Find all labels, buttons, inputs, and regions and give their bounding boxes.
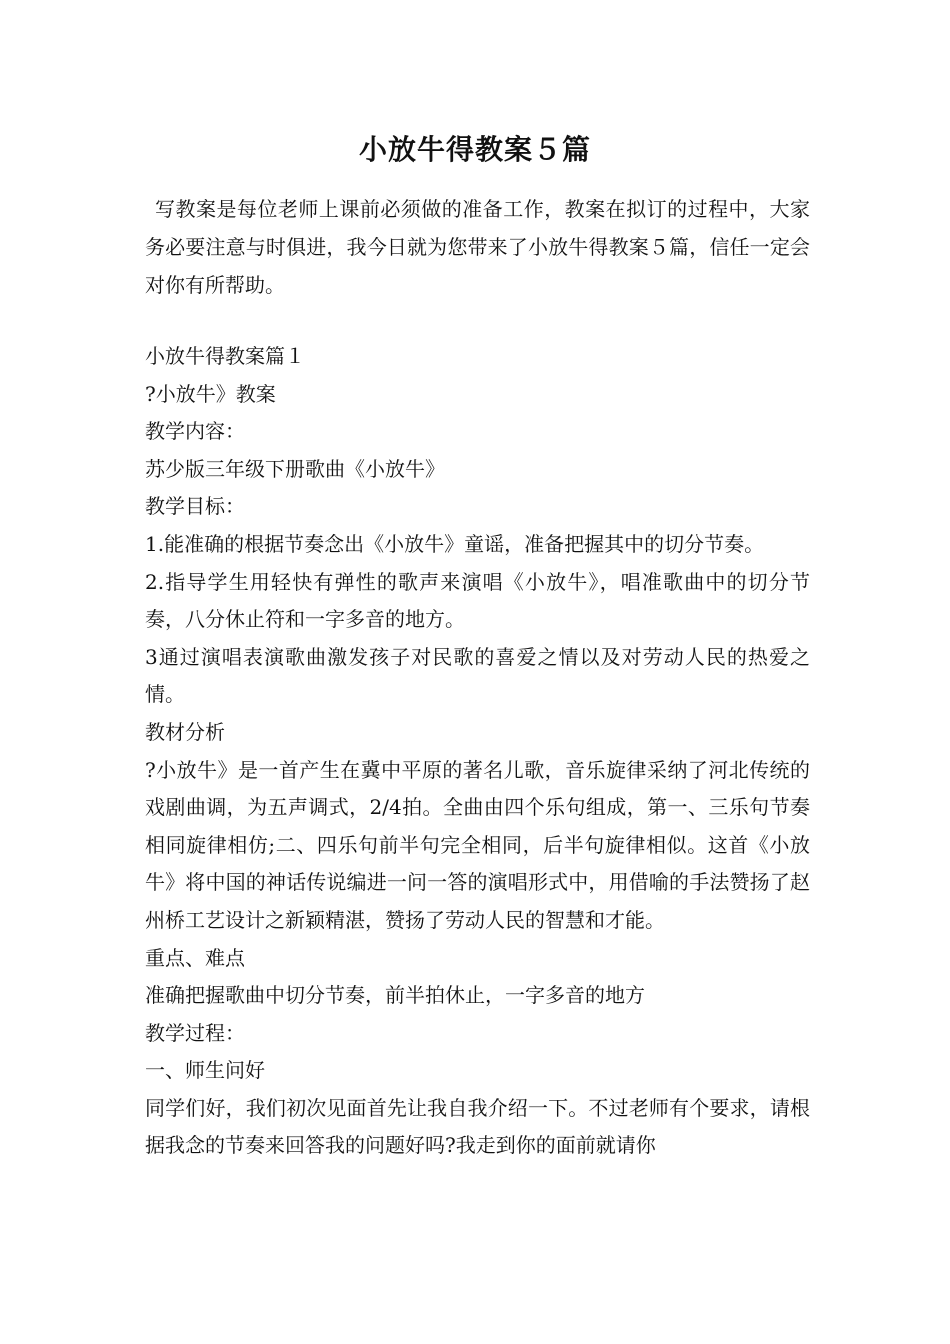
body-paragraph: 教材分析 [145, 719, 225, 744]
body-paragraph: ?小放牛》是一首产生在冀中平原的著名儿歌，音乐旋律采纳了河北传统的戏剧曲调，为五声调式，2/4拍。全曲由四个乐句组成，第一、三乐句节奏相同旋律相仿;二、四乐句前半句完全相同，后半句旋律相似。这首《小放牛》将中国的神话传说编进一问一答的演唱形式中，用借喻的手法赞扬了赵州桥工艺设计之新颖精湛，赞扬了劳动人民的智慧和才能。 [145, 757, 810, 932]
body-paragraph: 教学过程： [145, 1020, 245, 1045]
body-paragraph: 1.能准确的根据节奏念出《小放牛》童谣，准备把握其中的切分节奏。 [145, 531, 765, 556]
document-title: 小放牛得教案５篇 [358, 133, 591, 166]
body-paragraph: 2.指导学生用轻快有弹性的歌声来演唱《小放牛》，唱准歌曲中的切分节奏，八分休止符和一字多音的地方。 [145, 569, 810, 632]
body-paragraph: ?小放牛》教案 [145, 381, 276, 406]
body-paragraph: 小放牛得教案篇１ [145, 344, 305, 368]
body-paragraph: 同学们好，我们初次见面首先让我自我介绍一下。不过老师有个要求，请根据我念的节奏来回答我的问题好吗?我走到你的面前就请你 [145, 1095, 810, 1158]
document-body [145, 338, 810, 1165]
body-paragraph: 苏少版三年级下册歌曲《小放牛》 [145, 456, 445, 481]
body-paragraph: 教学内容： [145, 419, 245, 444]
body-paragraph: 准确把握歌曲中切分节奏，前半拍休止，一字多音的地方 [145, 983, 645, 1008]
body-paragraph: 3通过演唱表演歌曲激发孩子对民歌的喜爱之情以及对劳动人民的热爱之情。 [145, 644, 810, 707]
intro-paragraph: 写教案是每位老师上课前必须做的准备工作，教案在拟订的过程中，大家务必要注意与时俱进，我今日就为您带来了小放牛得教案５篇，信任一定会对你有所帮助。 [145, 197, 810, 297]
body-paragraph: 重点、难点 [145, 945, 245, 970]
body-paragraph: 一、师生问好 [145, 1058, 265, 1083]
body-paragraph: 教学目标： [145, 494, 245, 519]
